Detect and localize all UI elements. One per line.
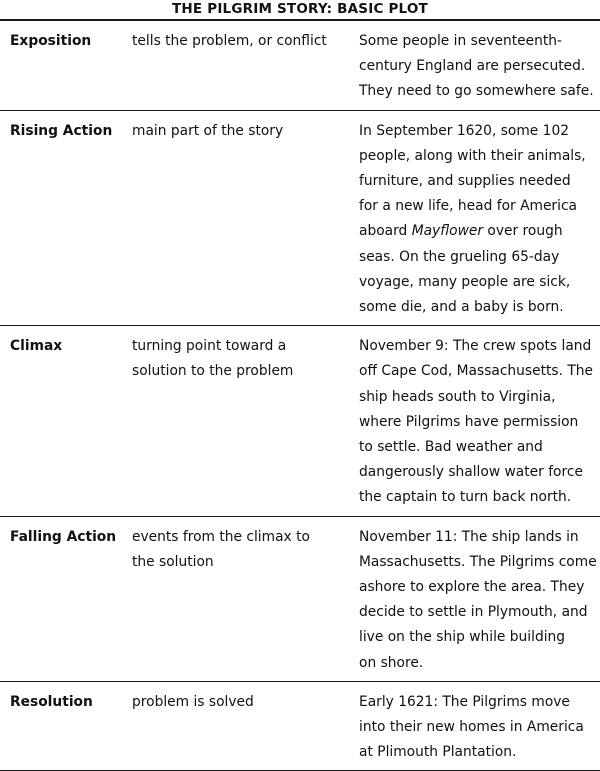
plot-definition: [130, 516, 359, 681]
plot-table: [0, 19, 600, 771]
definition-line: problem is solved: [132, 693, 254, 710]
plot-definition: [130, 326, 359, 516]
definition-line: main part of the story: [132, 122, 284, 139]
plot-example: [359, 326, 600, 516]
plot-term: Exposition: [10, 33, 92, 49]
example-line: Some people in seventeenth-: [359, 33, 562, 49]
example-line: into their new homes in America: [359, 719, 584, 736]
plot-example: [359, 681, 600, 771]
definition-line: turning point toward a: [132, 338, 287, 355]
example-line: furniture, and supplies needed: [359, 173, 571, 190]
example-line: Massachusetts. The Pilgrims come: [359, 553, 597, 570]
definition-line: tells the problem, or conflict: [132, 33, 327, 49]
example-line: November 9: The crew spots land: [359, 338, 592, 355]
example-line: the captain to turn back north.: [359, 489, 572, 506]
plot-term: Resolution: [10, 693, 93, 710]
example-line: dangerously shallow water force: [359, 464, 583, 481]
example-line: at Plimouth Plantation.: [359, 744, 517, 761]
plot-term: Rising Action: [10, 122, 113, 139]
plot-definition: [130, 681, 359, 771]
example-line: people, along with their animals,: [359, 147, 586, 164]
example-line: live on the ship while building: [359, 629, 566, 646]
table-row: [0, 516, 600, 681]
table-title: THE PILGRIM STORY: BASIC PLOT: [172, 1, 428, 17]
example-line: decide to settle in Plymouth, and: [359, 604, 588, 621]
example-line: November 11: The ship lands in: [359, 528, 579, 545]
table-row: [0, 681, 600, 771]
example-line: In September 1620, some 102: [359, 122, 570, 139]
plot-example: [359, 516, 600, 681]
example-line: [359, 219, 598, 244]
example-line: to settle. Bad weather and: [359, 439, 543, 456]
example-text: over rough: [483, 223, 563, 240]
ship-name: Mayflower: [411, 223, 484, 240]
plot-term: Falling Action: [10, 528, 117, 545]
example-text: aboard: [359, 223, 408, 240]
example-line: voyage, many people are sick,: [359, 273, 571, 290]
plot-term: Climax: [10, 338, 63, 355]
definition-line: solution to the problem: [132, 363, 294, 380]
table-row: [0, 326, 600, 516]
example-line: where Pilgrims have permission: [359, 413, 579, 430]
definition-line: events from the climax to: [132, 528, 310, 545]
plot-definition: [130, 20, 359, 110]
example-line: on shore.: [359, 654, 424, 671]
example-line: century England are persecuted.: [359, 58, 586, 75]
definition-line: the solution: [132, 553, 214, 570]
plot-example: [359, 20, 600, 110]
example-line: off Cape Cod, Massachusetts. The: [359, 363, 594, 380]
example-line: They need to go somewhere safe.: [359, 83, 594, 100]
example-line: ashore to explore the area. They: [359, 579, 585, 596]
example-line: for a new life, head for America: [359, 198, 577, 215]
table-row: [0, 20, 600, 110]
example-line: some die, and a baby is born.: [359, 299, 564, 316]
plot-example: [359, 110, 600, 326]
example-line: ship heads south to Virginia,: [359, 388, 556, 405]
example-line: Early 1621: The Pilgrims move: [359, 693, 570, 710]
table-row: [0, 110, 600, 326]
plot-definition: [130, 110, 359, 326]
example-line: seas. On the grueling 65-day: [359, 248, 560, 265]
